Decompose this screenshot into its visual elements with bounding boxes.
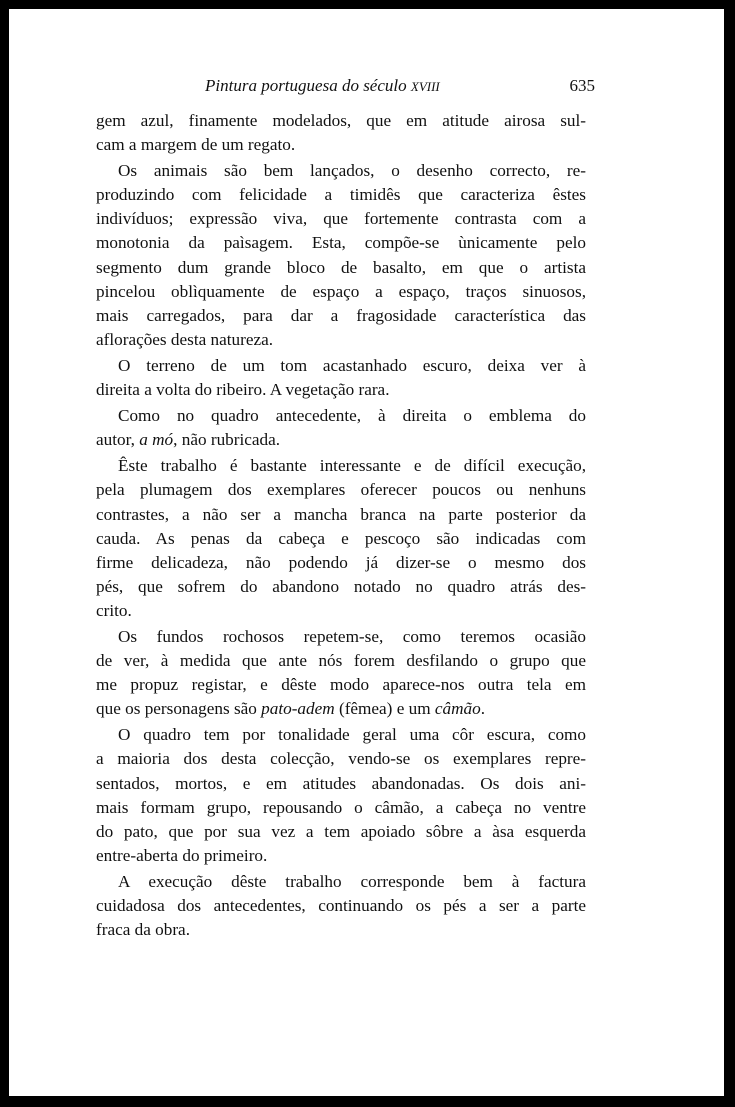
century-numeral: XVIII [410,79,440,94]
text-line: segmento dum grande bloco de basalto, em que o artista [96,257,586,277]
text-line: O terreno de um tom acastanhado escuro, deixa ver à [118,355,586,375]
text-line: aflorações desta natureza. [96,329,274,349]
text-line: direita a volta do ribeiro. A vegetação rara. [96,380,390,400]
page-number: 635 [569,76,595,95]
text-line: autor, a mó, não rubricada. [96,430,281,450]
text-line: a maioria dos desta colecção, vendo-se os exemplares repre- [96,749,586,769]
text-line: Êste trabalho é bastante interessante e de difícil execução, [118,456,586,476]
text-line: Os fundos rochosos repetem-se, como teremos ocasião [118,626,586,646]
text-line: cuidadosa dos antecedentes, continuando os pés a ser a parte [96,896,586,915]
text-line: do pato, que por sua vez a tem apoiado sôbre a àsa esquerda [96,821,586,841]
text-line: cam a margem de um regato. [96,135,296,155]
text-line: crito. [96,600,132,620]
text-line: de ver, à medida que ante nós forem desfilando o grupo que [96,651,586,671]
text-line: pincelou oblìquamente de espaço a espaço, traços sinuosos, [96,281,586,301]
text-line: firme delicadeza, não podendo já dizer-se o mesmo dos [96,552,586,572]
text-line: monotonia da paìsagem. Esta, compõe-se ùnicamente pelo [96,233,586,253]
running-title: Pintura portuguesa do século XVIII [205,76,440,95]
text-line: mais formam grupo, repousando o câmão, a cabeça no ventre [96,797,586,817]
text-line: indivíduos; expressão viva, que fortemente contrasta com a [96,209,586,229]
text-line: O quadro tem por tonalidade geral uma côr escura, como [118,725,586,745]
text-line: pela plumagem dos exemplares oferecer poucos ou nenhuns [96,480,586,500]
text-line: cauda. As penas da cabeça e pescoço são indicadas com [96,528,586,548]
body-text [96,109,586,942]
text-line: produzindo com felicidade a timidês que caracteriza êstes [96,185,586,205]
text-line: que os personagens são pato-adem (fêmea) e um câmão. [96,699,486,719]
text-line: fraca da obra. [96,920,190,940]
text-line: mais carregados, para dar a fragosidade característica das [96,305,586,325]
text-line: pés, que sofrem do abandono notado no quadro atrás des- [96,576,586,596]
text-line: Os animais são bem lançados, o desenho correcto, re- [118,161,586,181]
text-line: entre-aberta do primeiro. [96,845,268,865]
text-line: me propuz registar, e dêste modo aparece-nos outra tela em [96,675,586,695]
species-name: câmão [434,699,481,719]
species-name: pato-adem [261,699,335,719]
running-header [205,76,595,102]
text-line: sentados, mortos, e em atitudes abandonadas. Os dois ani- [96,773,586,793]
text-line: Como no quadro antecedente, à direita o emblema do [118,406,586,426]
text-line: gem azul, finamente modelados, que em atitude airosa sul- [96,111,586,130]
text-line: A execução dêste trabalho corresponde bem à factura [118,871,586,891]
text-line: contrastes, a não ser a mancha branca na parte posterior da [96,504,586,524]
emblem-name: a mó [139,430,174,450]
